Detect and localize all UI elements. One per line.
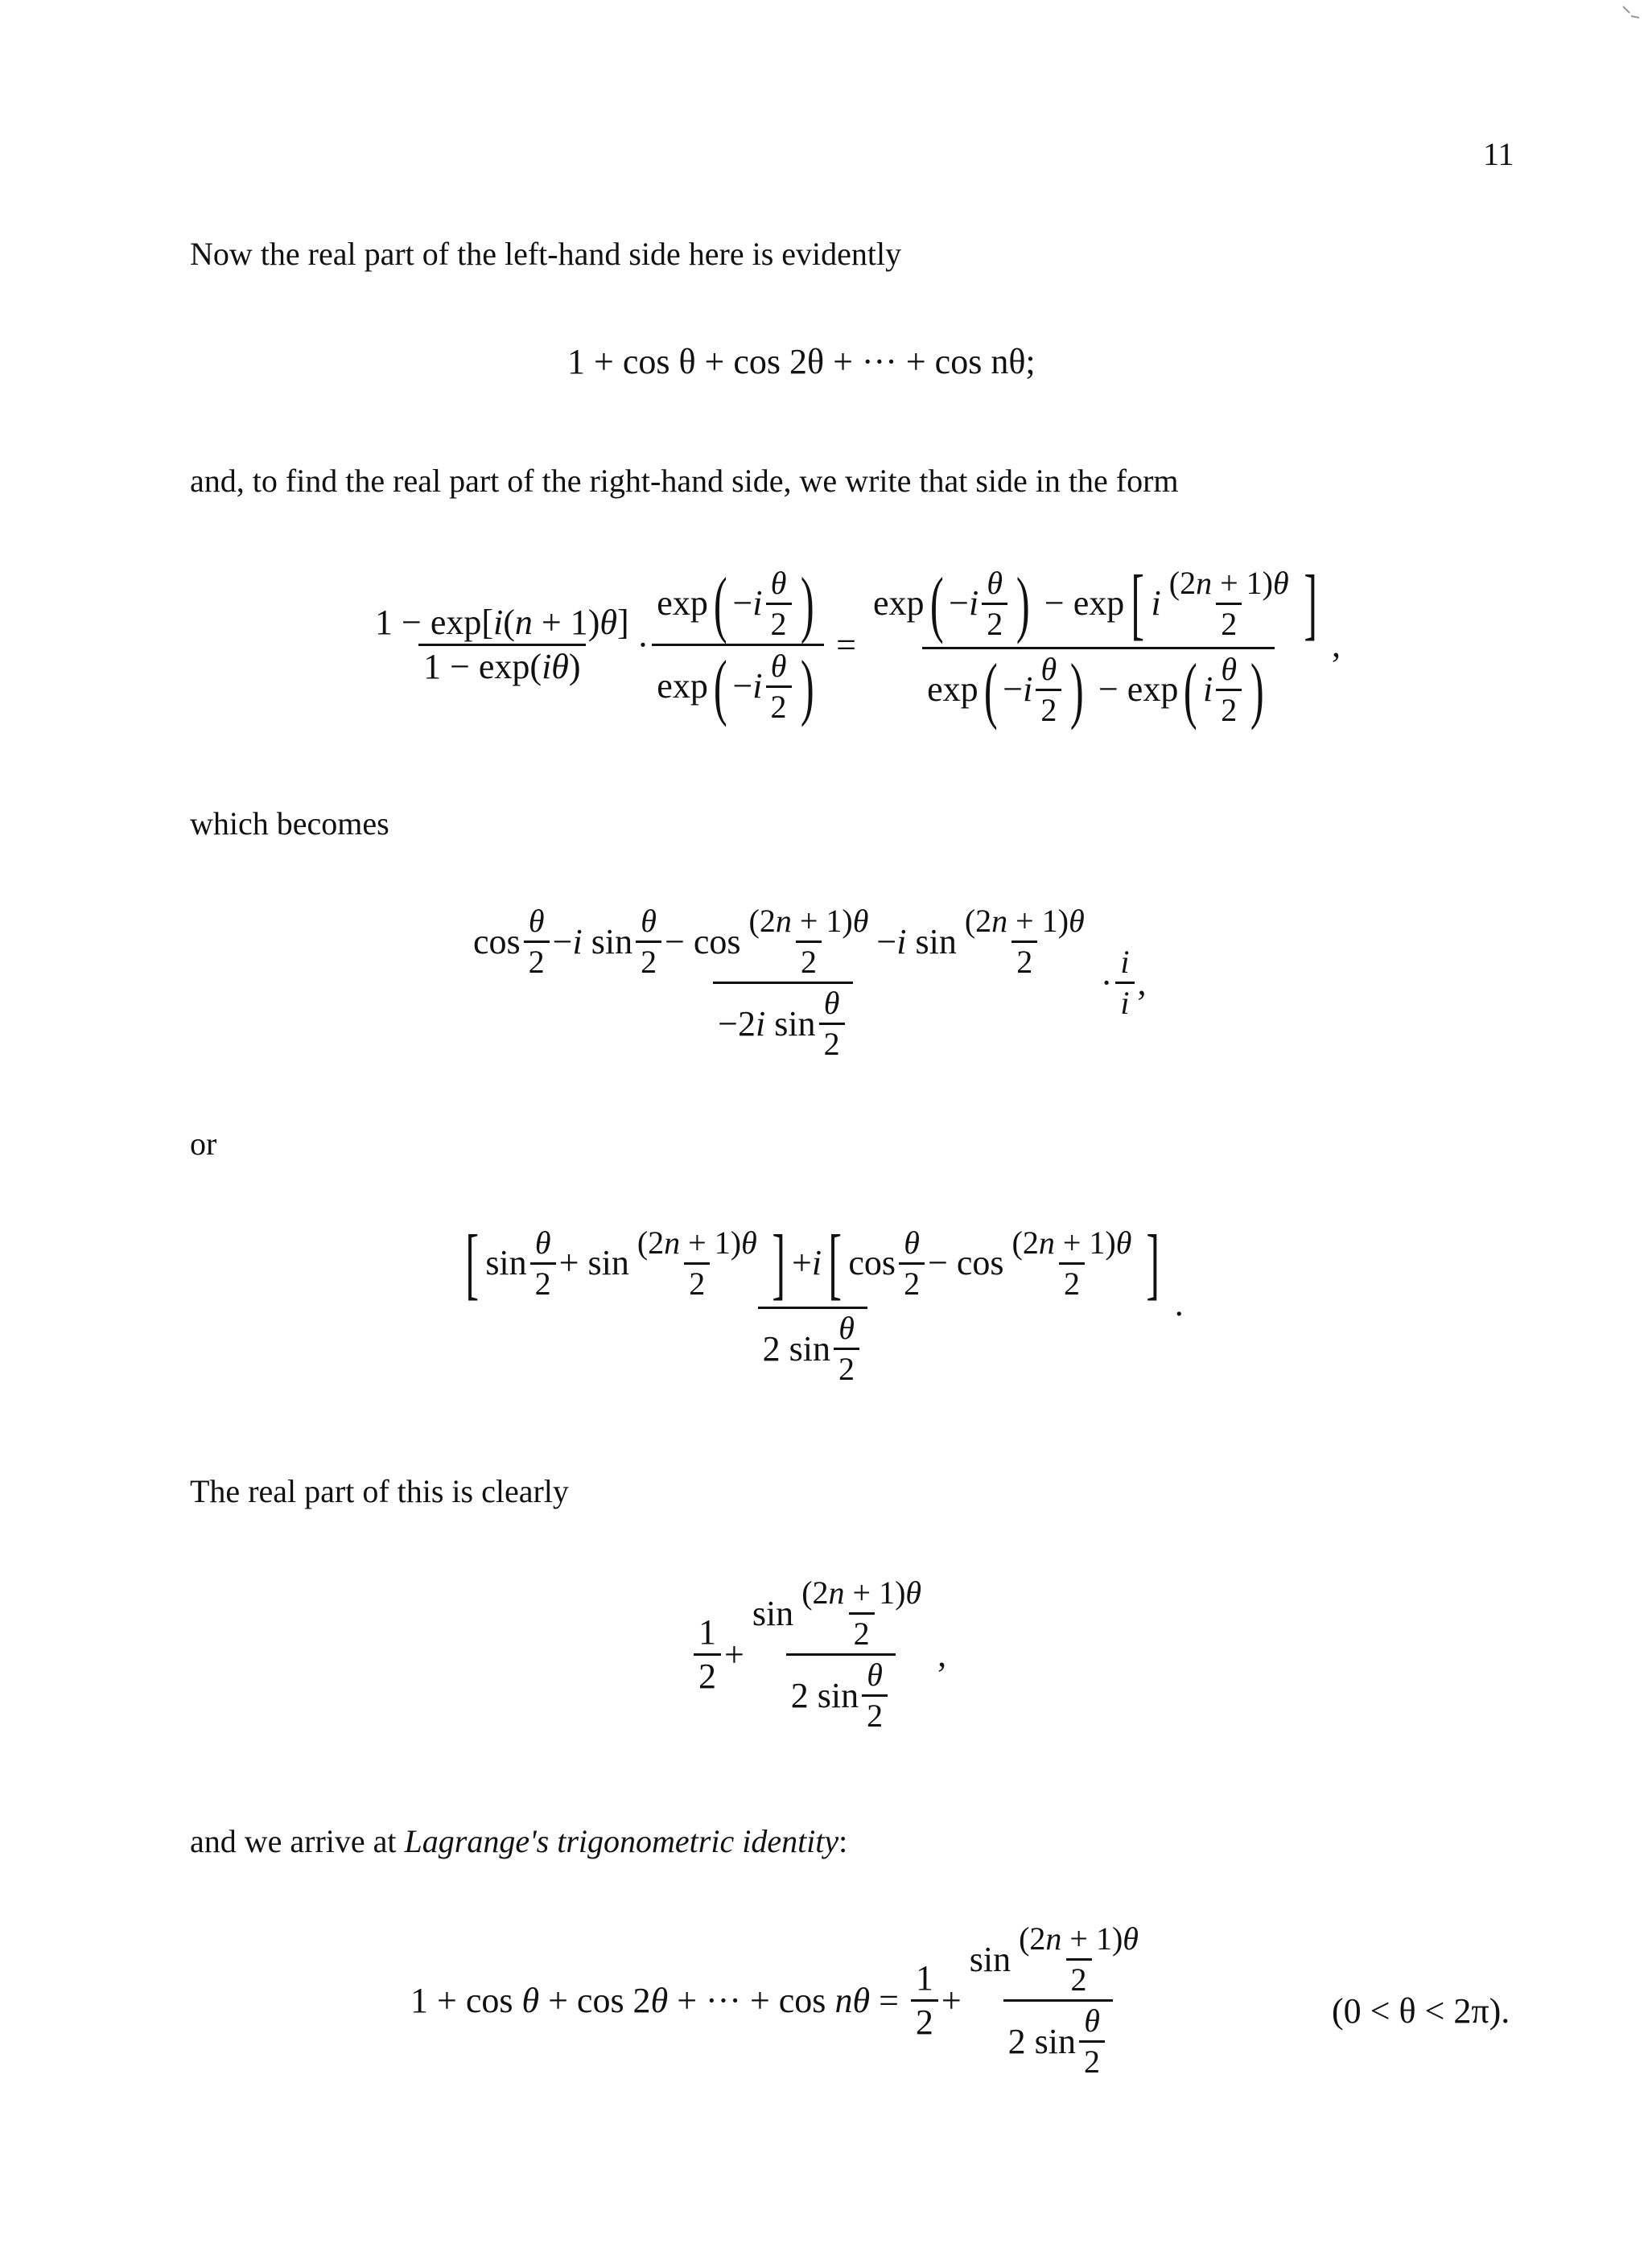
paragraph-6-prefix: and we arrive at <box>190 1823 405 1859</box>
paragraph-1: Now the real part of the left-hand side here is evidently <box>190 236 902 272</box>
paragraph-2: and, to find the real part of the right-hand side, we write that side in the form <box>190 463 1179 499</box>
paragraph-6-emphasis: Lagrange's trigonometric identity <box>404 1823 839 1859</box>
equation-4: [ sin $\frac{\theta}{2}$ + sin $\frac{(2n + 1)\theta}{2}$ ] + i [ cos $\frac{\theta}{2}$ − cos $\frac{(2n + 1)\theta}{2}$ ] 2 sin $\frac{\theta}{2}$ . <box>465 1218 1184 1387</box>
paragraph-6 <box>190 1822 847 1860</box>
equation-1 <box>567 344 1036 380</box>
paragraph-4: or <box>190 1126 217 1162</box>
paragraph-3: which becomes <box>190 805 389 842</box>
equation-6: 1 + cos θ + cos 2θ + ··· + cos nθ = $\frac{1}{2}$ + sin $\frac{(2n + 1)\theta}{2}$ 2 sin $\frac{\theta}{2}$ <box>410 1920 1139 2080</box>
paragraph-6-suffix: : <box>838 1823 848 1859</box>
equation-3: cos $\frac{\theta}{2}$ − i sin $\frac{\theta}{2}$ − cos $\frac{(2n + 1)\theta}{2}$ − i sin $\frac{(2n + 1)\theta}{2}$ −2 i sin $\frac{\theta}{2}$ · $\frac{i}{i}$ , <box>473 903 1147 1062</box>
paragraph-5: The real part of this is clearly <box>190 1473 569 1509</box>
equation-2: $\frac{1 - \exp[i(n + 1)\theta]}{1 - \exp(i\theta)}$ · exp ( − i $\frac{\theta}{2}$ ) exp ( − i $\frac{\theta}{2}$ ) = exp ( − i $\frac{\theta}{2}$ ) − exp [ i $\frac{(2n + 1)\theta}{2}$ ] exp ( − i $\frac{\theta}{2}$ ) − exp ( i $\frac{\theta}{2}$ ) , <box>375 558 1341 731</box>
equation-6-condition: (0 < θ < 2π). <box>1332 1991 1510 2031</box>
page-number: 11 <box>1483 136 1514 172</box>
equation-1-text: 1 + cos θ + cos 2θ + ··· + cos nθ; <box>567 342 1036 381</box>
corner-scan-mark <box>1621 5 1641 19</box>
equation-5: $\frac{1}{2}$ + sin $\frac{(2n + 1)\theta}{2}$ 2 sin $\frac{\theta}{2}$ , <box>690 1577 946 1732</box>
